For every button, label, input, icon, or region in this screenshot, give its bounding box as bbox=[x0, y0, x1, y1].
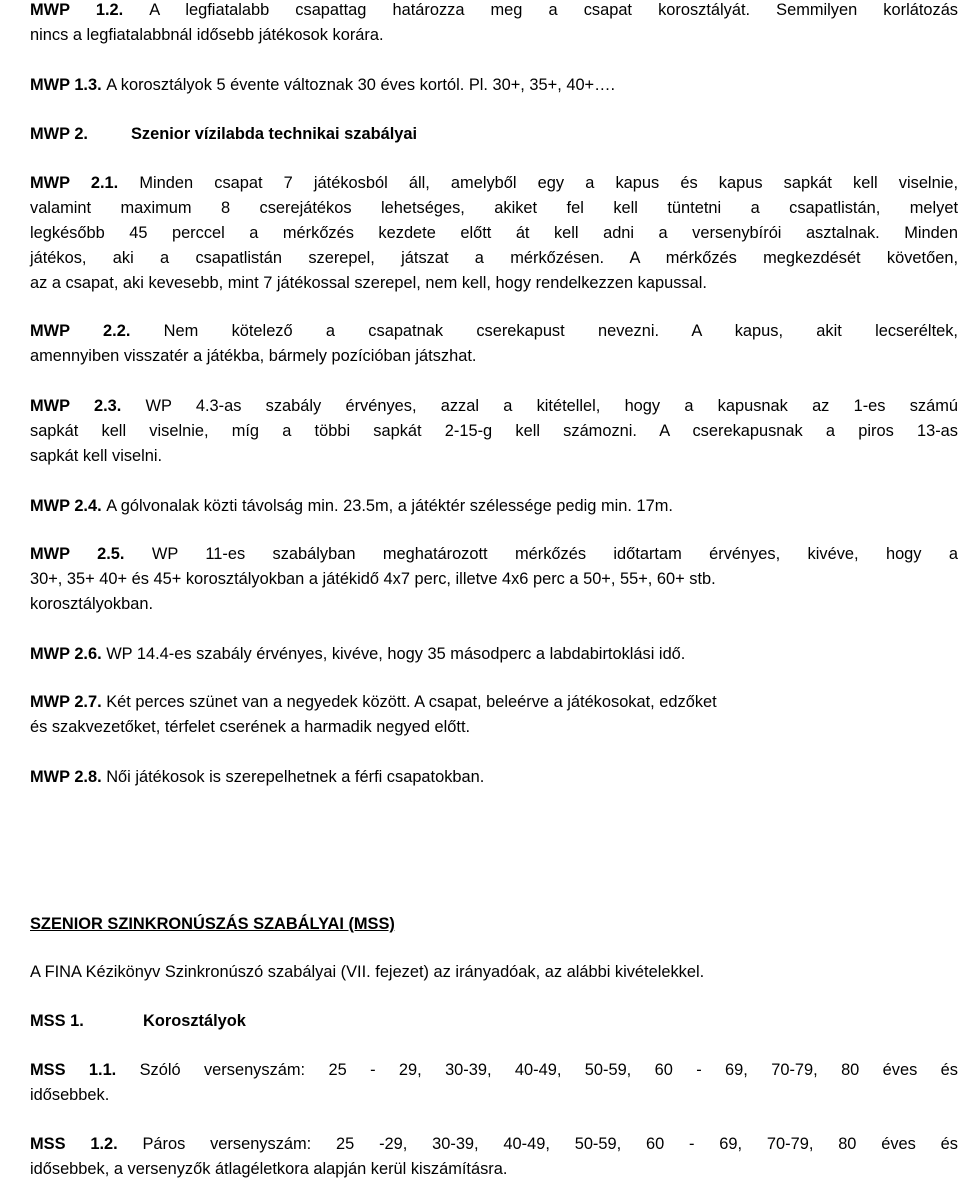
mwp-2-5-line-3: korosztályokban. bbox=[30, 595, 153, 613]
section-number-mss-1: MSS 1. bbox=[30, 1012, 84, 1030]
mwp-2-5-line-2: 30+, 35+ 40+ és 45+ korosztályokban a játékidő 4x7 perc, illetve 4x6 perc a 50+, 55+, 60+ stb. bbox=[30, 570, 716, 588]
mwp-2-7-line-2: és szakvezetőket, térfelet cserének a harmadik negyed előtt. bbox=[30, 718, 471, 736]
rule-text: Nem kötelező a csapatnak cserekapust nevezni. A kapus, akit lecseréltek, bbox=[130, 322, 958, 340]
mwp-2-1-line-2: valamint maximum 8 cserejátékos lehetséges, akiket fel kell tüntetni a csapatlistán, melyet bbox=[30, 199, 958, 217]
rule-number: MWP 2.3. bbox=[30, 397, 122, 415]
section-title-mwp-2: Szenior vízilabda technikai szabályai bbox=[131, 125, 418, 143]
mwp-1-3-line-1 bbox=[30, 73, 615, 98]
mss-1-2-line-1 bbox=[30, 1132, 958, 1157]
rule-number: MSS 1.2. bbox=[30, 1135, 118, 1153]
rule-text: WP 14.4-es szabály érvényes, kivéve, hogy 35 másodperc a labdabirtoklási idő. bbox=[101, 645, 686, 663]
mss-1-2-line-2: idősebbek, a versenyzők átlagéletkora alapján kerül kiszámításra. bbox=[30, 1160, 508, 1178]
rule-text: A korosztályok 5 évente változnak 30 éves kortól. Pl. 30+, 35+, 40+…. bbox=[101, 76, 616, 94]
mwp-1-2-line-2: nincs a legfiatalabbnál idősebb játékosok korára. bbox=[30, 26, 384, 44]
rule-text: Női játékosok is szerepelhetnek a férfi csapatokban. bbox=[101, 768, 485, 786]
rule-text: A gólvonalak közti távolság min. 23.5m, a játéktér szélessége pedig min. 17m. bbox=[101, 497, 673, 515]
mwp-2-3-line-1 bbox=[30, 394, 958, 419]
rule-text: Minden csapat 7 játékosból áll, amelyből egy a kapus és kapus sapkát kell viselnie, bbox=[118, 174, 959, 192]
rule-number: MWP 2.2. bbox=[30, 322, 131, 340]
mss-intro: A FINA Kézikönyv Szinkronúszó szabályai (VII. fejezet) az irányadóak, az alábbi kivételekkel. bbox=[30, 963, 705, 981]
rule-number: MWP 2.4. bbox=[30, 497, 102, 515]
section-number-mwp-2: MWP 2. bbox=[30, 125, 88, 143]
mss-heading: SZENIOR SZINKRONÚSZÁS SZABÁLYAI (MSS) bbox=[30, 915, 395, 933]
mwp-2-8-line-1 bbox=[30, 765, 484, 790]
rule-number: MWP 2.5. bbox=[30, 545, 125, 563]
rule-number: MWP 2.1. bbox=[30, 174, 119, 192]
mwp-2-3-line-2: sapkát kell viselnie, míg a többi sapkát 2-15-g kell számozni. A cserekapusnak a piros 13-as bbox=[30, 422, 958, 440]
rule-number: MSS 1.1. bbox=[30, 1061, 117, 1079]
mwp-2-6-line-1 bbox=[30, 642, 685, 667]
mwp-2-3-line-3: sapkát kell viselni. bbox=[30, 447, 163, 465]
rule-text: WP 4.3-as szabály érvényes, azzal a kitétellel, hogy a kapusnak az 1-es számú bbox=[121, 397, 958, 415]
mwp-2-2-line-1 bbox=[30, 319, 958, 344]
mwp-2-5-line-1 bbox=[30, 542, 958, 567]
mss-1-1-line-2: idősebbek. bbox=[30, 1086, 110, 1104]
rule-text: Páros versenyszám: 25 -29, 30-39, 40-49, 50-59, 60 - 69, 70-79, 80 éves és bbox=[117, 1135, 958, 1153]
rule-text: A legfiatalabb csapattag határozza meg a csapat korosztályát. Semmilyen korlátozás bbox=[123, 1, 959, 19]
rule-number: MWP 2.8. bbox=[30, 768, 102, 786]
mwp-1-2-line-1 bbox=[30, 0, 958, 23]
rule-number: MWP 1.2. bbox=[30, 1, 124, 19]
mwp-2-7-line-1 bbox=[30, 690, 717, 715]
rule-number: MWP 2.7. bbox=[30, 693, 102, 711]
mwp-2-4-line-1 bbox=[30, 494, 673, 519]
mwp-2-1-line-5: az a csapat, aki kevesebb, mint 7 játékossal szerepel, nem kell, hogy rendelkezzen kapussal. bbox=[30, 274, 707, 292]
mwp-2-1-line-3: legkésőbb 45 perccel a mérkőzés kezdete előtt át kell adni a versenybírói asztalnak. Minden bbox=[30, 224, 958, 242]
mwp-2-1-line-4: játékos, aki a csapatlistán szerepel, játszat a mérkőzésen. A mérkőzés megkezdését követően, bbox=[30, 249, 958, 267]
rule-text: Szóló versenyszám: 25 - 29, 30-39, 40-49, 50-59, 60 - 69, 70-79, 80 éves és bbox=[116, 1061, 958, 1079]
section-title-mss-1: Korosztályok bbox=[143, 1012, 246, 1030]
rule-text: Két perces szünet van a negyedek között. A csapat, beleérve a játékosokat, edzőket bbox=[101, 693, 717, 711]
rule-number: MWP 2.6. bbox=[30, 645, 102, 663]
rule-number: MWP 1.3. bbox=[30, 76, 102, 94]
mss-1-1-line-1 bbox=[30, 1058, 958, 1083]
mwp-2-1-line-1 bbox=[30, 171, 958, 196]
rule-text: WP 11-es szabályban meghatározott mérkőzés időtartam érvényes, kivéve, hogy a bbox=[124, 545, 958, 563]
mwp-2-2-line-2: amennyiben visszatér a játékba, bármely pozícióban játszhat. bbox=[30, 347, 477, 365]
